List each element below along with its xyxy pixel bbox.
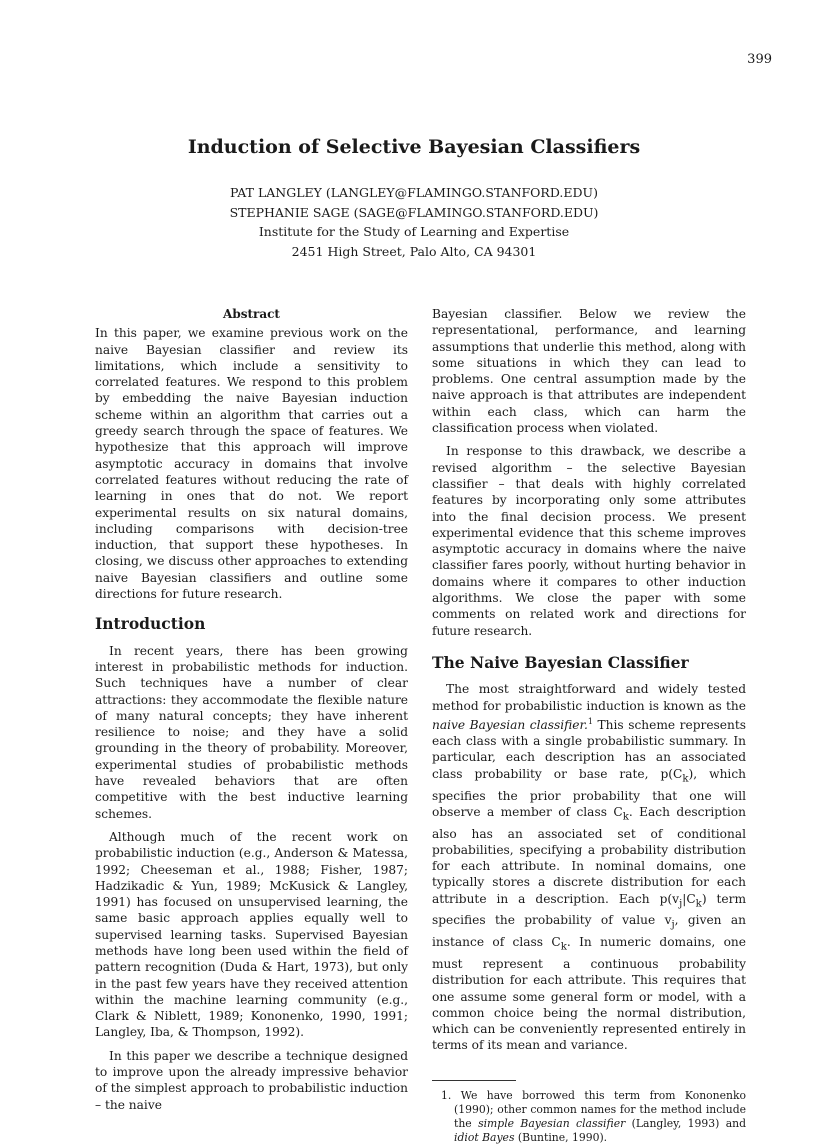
address: 2451 High Street, Palo Alto, CA 94301 bbox=[291, 243, 537, 259]
naive-bayes-heading: The Naive Bayesian Classifier bbox=[432, 652, 689, 672]
author-block bbox=[0, 183, 828, 261]
right-paragraph-1: Bayesian classifier. Below we review the representational, performance, and learning assumptions that underlie this method, along with some situations in which they can lead to problems. One central assumption made by the naive approach is that attributes are independent within each class, which can harm the classification process when violated. bbox=[432, 307, 746, 436]
right-paragraph-2: In response to this drawback, we describe a revised algorithm – the selective Bayesian classifier – that deals with highly correlated features by incorporating only some attributes into the final decision process. We present experimental evidence that this scheme improves asymptotic accuracy in domains where the naive classifier fares poorly, without hurting behavior in domains where it compares to other induction algorithms. We close the paper with some comments on related work and directions for future research. bbox=[432, 444, 746, 638]
left-column bbox=[95, 306, 408, 1113]
footnote: 1. We have borrowed this term from Kononenko (1990); other common names for the method include the simple Bayesian classifier (Langley, 1993) and idiot Bayes (Buntine, 1990). bbox=[441, 1088, 746, 1144]
intro-paragraph-1: In recent years, there has been growing interest in probabilistic methods for induction. Such techniques have a number of clear attractions: they accommodate the flexible nature of many natural concepts; they have inherent resilience to noise; and they have a solid grounding in the theory of probability. Moreover, experimental studies of probabilistic methods have revealed behaviors that are often competitive with the best inductive learning schemes. bbox=[95, 643, 408, 821]
intro-paragraph-2: Although much of the recent work on probabilistic induction (e.g., Anderson & Matessa, 1992; Cheeseman et al., 1988; Fisher, 1987; Hadzikadic & Yun, 1989; McKusick & Langley, 1991) has focused on unsupervised learning, the same basic approach applies equally well to supervised learning tasks. Supervised Bayesian methods have long been used within the field of pattern recognition (Duda & Hart, 1973), but only in the past few years have they received attention within the machine learning community (e.g., Clark & Niblett, 1989; Kononenko, 1990, 1991; Langley, Iba, & Thompson, 1992). bbox=[95, 829, 408, 1040]
author-line-1: PAT LANGLEY (LANGLEY@FLAMINGO.STANFORD.EDU) bbox=[230, 185, 598, 200]
naive-bayes-paragraph: The most straightforward and widely tested method for probabilistic induction is known as the naive Bayesian classifier.$^1$ This scheme represents each class with a single probabilistic summary. In particular, each description has an associated class probability or base rate, $p(C_k)$, which specifies the prior probability that one will observe a member of class $C_k$. Each description also has an associated set of conditional probabilities, specifying a probability distribution for each attribute. In nominal domains, one typically stores a discrete distribution for each attribute in a description. Each $p(v_j|C_k)$ term specifies the probability of value $v_j$, given an instance of class $C_k$. In numeric domains, one must represent a continuous probability distribution for each attribute. This requires that one assume some general form or model, with a common choice being the normal distribution, which can be conveniently represented entirely in terms of its mean and variance. bbox=[432, 682, 747, 1053]
abstract-heading: Abstract bbox=[223, 307, 280, 321]
affiliation: Institute for the Study of Learning and Expertise bbox=[258, 224, 570, 239]
footnote-rule bbox=[432, 1080, 516, 1081]
page-number: 399 bbox=[747, 52, 772, 67]
right-column bbox=[432, 306, 746, 1145]
paper-title: Induction of Selective Bayesian Classifiers bbox=[187, 136, 641, 158]
introduction-heading: Introduction bbox=[95, 614, 206, 634]
abstract-text: In this paper, we examine previous work on the naive Bayesian classifier and review its limitations, which include a sensitivity to correlated features. We respond to this problem by embedding the naive Bayesian induction scheme within an algorithm that carries out a greedy search through the space of features. We hypothesize that this approach will improve asymptotic accuracy in domains that involve correlated features without reducing the rate of learning in ones that do not. We report experimental results on six natural domains, including comparisons with decision-tree induction, that support these hypotheses. In closing, we discuss other approaches to extending naive Bayesian classifiers and outline some directions for future research. bbox=[95, 326, 408, 602]
intro-paragraph-3: In this paper we describe a technique designed to improve upon the already impressive behavior of the simplest approach to probabilistic induction – the naive bbox=[95, 1048, 408, 1112]
author-line-2: STEPHANIE SAGE (SAGE@FLAMINGO.STANFORD.EDU) bbox=[229, 204, 599, 220]
